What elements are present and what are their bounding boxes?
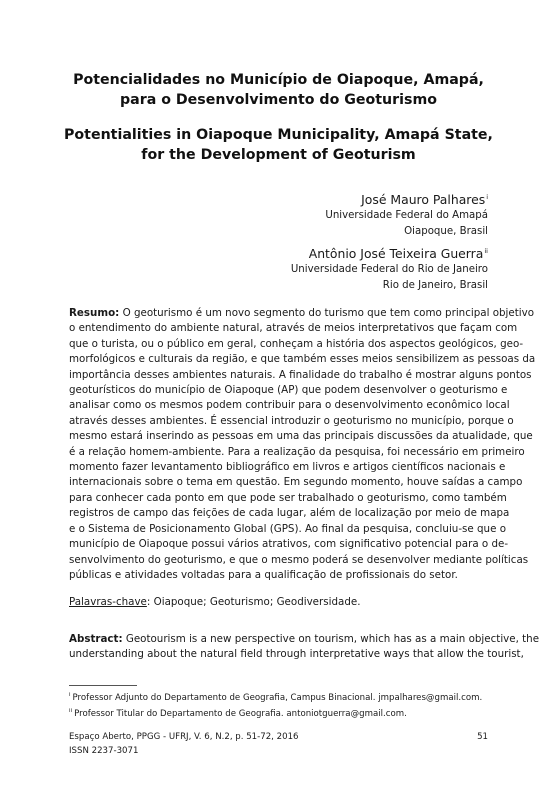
author-name: Antônio José Teixeira Guerra$^{ii}$ <box>308 246 488 262</box>
footnote-marker: ii <box>484 247 488 255</box>
abstract-line: importância desses ambientes naturais. A finalidade do trabalho é mostrar alguns pontos <box>69 368 532 381</box>
title-english <box>60 125 497 165</box>
footnote-1: $^i$ Professor Adjunto do Departamento de Geografia, Campus Binacional. jmpalhares@gmail.com. <box>69 692 483 703</box>
title-portuguese <box>60 70 497 110</box>
abstract-line: mesmo estará inserindo as pessoas em uma das principais discussões da atualidade, que <box>69 430 533 443</box>
abstract-line: através desses ambientes. É essencial introduzir o geoturismo no município, porque o <box>69 414 514 427</box>
author-location: Oiapoque, Brasil <box>404 225 488 237</box>
abstract-label: Resumo: <box>69 307 120 319</box>
abstract-line: município de Oiapoque possui vários atrativos, com significativo potencial para o de- <box>69 538 509 551</box>
abstract-line: analisar como os mesmos podem contribuir para o desenvolvimento econômico local <box>69 399 510 412</box>
abstract-line: públicas e atividades voltadas para a qualificação de profissionais do setor. <box>69 568 458 581</box>
title-pt-line-2: para o Desenvolvimento do Geoturismo <box>119 92 437 108</box>
abstract-line: geoturísticos do município de Oiapoque (AP) que podem desenvolver o geoturismo e <box>69 384 508 397</box>
page-number: 51 <box>477 732 488 742</box>
author-location: Rio de Janeiro, Brasil <box>382 279 488 291</box>
keywords <box>69 595 360 610</box>
author-name: José Mauro Palhares$^i$ <box>361 192 488 208</box>
abstract-line: para conhecer cada ponto em que pode ser trabalhado o geoturismo, como também <box>69 491 507 504</box>
abstract-line: understanding about the natural field through interpretative ways that allow the tourist, <box>69 648 524 661</box>
footnote-marker: ii <box>69 708 73 715</box>
abstract-line: Abstract: Geotourism is a new perspective on tourism, which has as a main objective, the <box>69 633 540 645</box>
author-block-2 <box>291 243 488 293</box>
abstract-line: e o Sistema de Posicionamento Global (GPS). Ao final da pesquisa, concluiu-se que o <box>69 522 506 535</box>
footnote-divider <box>69 685 137 686</box>
keywords-text: : Oiapoque; Geoturismo; Geodiversidade. <box>146 596 361 608</box>
author-block-1 <box>325 189 488 239</box>
abstract-portuguese <box>69 306 536 583</box>
footnote-marker: i <box>69 692 71 698</box>
abstract-line: morfológicos e culturais da região, e que também esses meios sensibilizem as pessoas da <box>69 353 536 366</box>
footnote-marker: i <box>486 193 488 201</box>
author-affiliation: Universidade Federal do Amapá <box>325 210 488 222</box>
abstract-line: momento fazer levantamento bibliográfico em livros e artigos científicos nacionais e <box>69 461 506 474</box>
footer-row <box>69 731 488 745</box>
page-footer <box>69 731 488 758</box>
footnotes <box>69 689 482 722</box>
abstract-line: Resumo: O geoturismo é um novo segmento do turismo que tem como principal objetivo <box>69 307 535 319</box>
title-pt-line-1: Potencialidades no Município de Oiapoque, Amapá, <box>73 72 484 88</box>
author-affiliation: Universidade Federal do Rio de Janeiro <box>290 264 488 276</box>
issn: ISSN 2237-3071 <box>69 745 139 756</box>
title-en-line-1: Potentialities in Oiapoque Municipality, Amapá State, <box>64 127 493 143</box>
abstract-line: internacionais sobre o tema em questão. Em segundo momento, houve saídas a campo <box>69 476 523 489</box>
abstract-line: registros de campo das feições de cada lugar, além de localização por meio de mapa <box>69 507 510 520</box>
title-en-line-2: for the Development of Geoturism <box>141 147 416 163</box>
abstract-english <box>69 632 540 663</box>
footer-row <box>69 745 488 759</box>
abstract-line: que o turista, ou o público em geral, conheçam a história dos aspectos geológicos, geo- <box>69 337 524 350</box>
keywords-label: Palavras-chave <box>69 596 147 608</box>
abstract-line: senvolvimento do geoturismo, e que o mesmo poderá se desenvolver mediante políticas <box>69 553 529 566</box>
abstract-line: o entendimento do ambiente natural, através de meios interpretativos que façam com <box>69 322 518 335</box>
abstract-line: é a relação homem-ambiente. Para a realização da pesquisa, foi necessário em primeiro <box>69 445 525 458</box>
footnote-2: $^{ii}$ Professor Titular do Departamento de Geografia. antoniotguerra@gmail.com. <box>69 708 407 720</box>
journal-citation: Espaço Aberto, PPGG - UFRJ, V. 6, N.2, p. 51-72, 2016 <box>69 732 299 742</box>
abstract-label: Abstract: <box>69 633 123 645</box>
